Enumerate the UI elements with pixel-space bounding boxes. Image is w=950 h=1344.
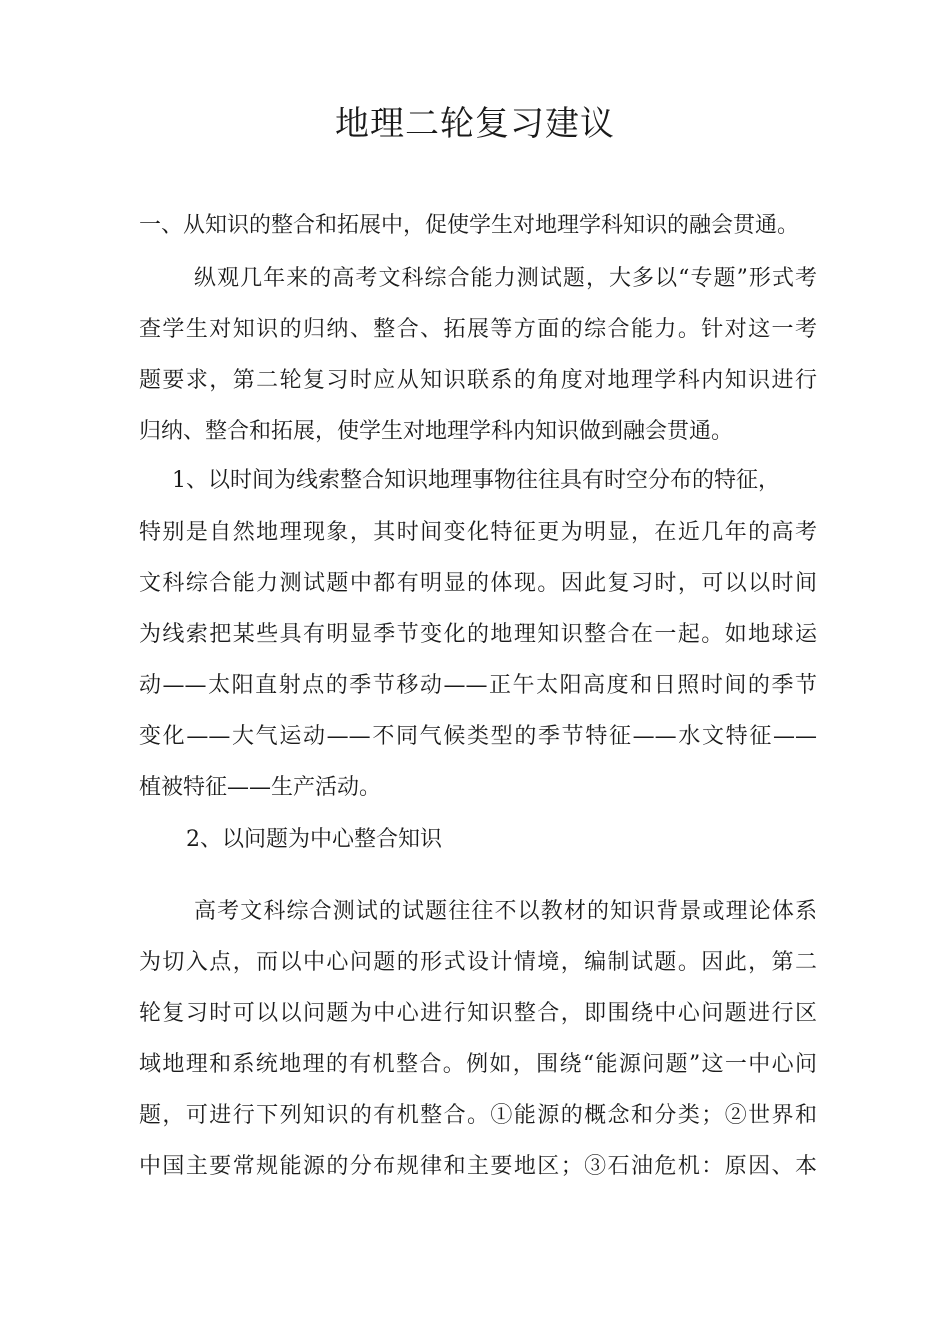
paragraph-line: 为线索把某些具有明显季节变化的地理知识整合在一起。如地球运 (139, 622, 817, 647)
paragraph-line: 高考文科综合测试的试题往往不以教材的知识背景或理论体系 (194, 899, 817, 924)
paragraph-line: 植被特征——生产活动。 (139, 775, 382, 800)
section-heading-1: 一、从知识的整合和拓展中，促使学生对地理学科知识的融会贯通。 (139, 213, 800, 238)
paragraph-line: 为切入点，而以中心问题的形式设计情境，编制试题。因此，第二 (139, 950, 817, 975)
paragraph-line: 文科综合能力测试题中都有明显的体现。因此复习时，可以以时间 (139, 571, 817, 596)
paragraph-line: 题要求，第二轮复习时应从知识联系的角度对地理学科内知识进行 (139, 368, 817, 393)
document-title: 地理二轮复习建议 (335, 104, 615, 144)
paragraph-line: 域地理和系统地理的有机整合。例如，围绕“能源问题”这一中心问 (139, 1052, 817, 1077)
subsection-heading-2: 2、以问题为中心整合知识 (186, 827, 442, 852)
paragraph-line: 变化——大气运动——不同气候类型的季节特征——水文特征—— (139, 724, 817, 749)
paragraph-line: 归纳、整合和拓展，使学生对地理学科内知识做到融会贯通。 (139, 419, 734, 444)
paragraph-line: 轮复习时可以以问题为中心进行知识整合，即围绕中心问题进行区 (139, 1001, 817, 1026)
paragraph-line: 题，可进行下列知识的有机整合。①能源的概念和分类；②世界和 (139, 1103, 817, 1128)
paragraph-line: 纵观几年来的高考文科综合能力测试题，大多以“专题”形式考 (194, 266, 817, 291)
subsection-heading-1: 1、以时间为线索整合知识地理事物往往具有时空分布的特征， (172, 468, 780, 493)
paragraph-line: 特别是自然地理现象，其时间变化特征更为明显，在近几年的高考 (139, 520, 817, 545)
paragraph-line: 动——太阳直射点的季节移动——正午太阳高度和日照时间的季节 (139, 673, 817, 698)
paragraph-line: 查学生对知识的归纳、整合、拓展等方面的综合能力。针对这一考 (139, 317, 817, 342)
paragraph-line: 中国主要常规能源的分布规律和主要地区；③石油危机：原因、本 (139, 1154, 817, 1179)
